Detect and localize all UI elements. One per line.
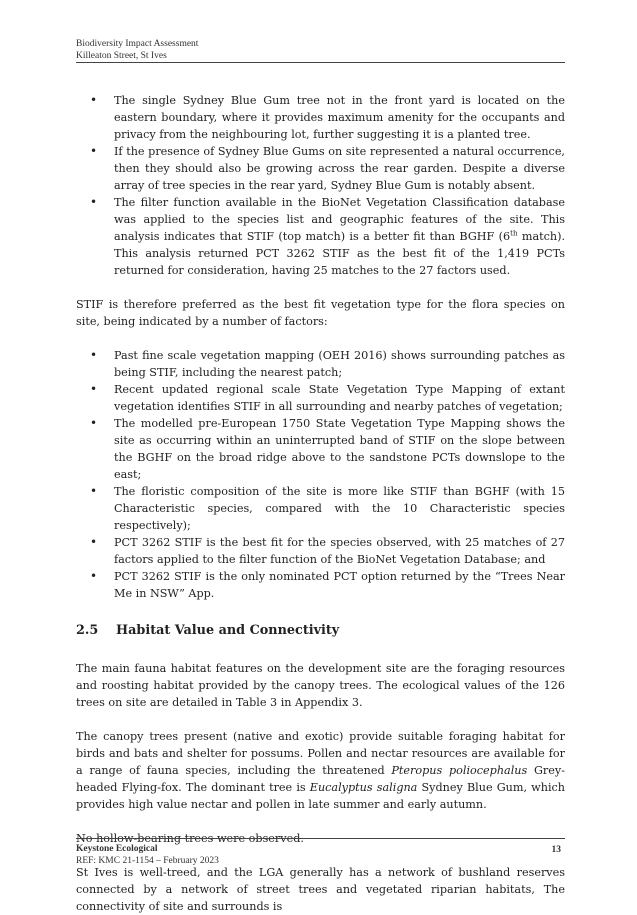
list-item: • PCT 3262 STIF is the best fit for the species observed, with 25 matches of 27 factors applied to the filter function of the BioNet Vegetation Database; and [76,534,565,568]
factors-bullet-list [76,347,565,602]
species-name-italic: Eucalyptus saligna [309,781,418,794]
text-run: Sydney Blue Gum, which provides high value nectar and pollen in late summer and early autumn. [76,781,565,811]
superscript-ordinal: th [510,229,518,238]
footer-organisation: Keystone Ecological [76,844,158,854]
bullet-text: The filter function available in the BioNet Vegetation Classification database was applied to the species list and geographic features of the site. This analysis indicates that STIF (top match) is a better fit than BGHF (6 [114,196,565,243]
header-document-title: Biodiversity Impact Assessment [76,39,199,49]
paragraph-hollow: No hollow-bearing trees were observed. [76,832,304,845]
list-item: • If the presence of Sydney Blue Gums on site represented a natural occurrence, then they should also be growing across the rear garden. Despite a diverse array of tree species in the rear yard, Sydney Blue Gum is notably absent. [76,143,565,194]
page-number: 13 [551,845,561,855]
page-footer [76,843,219,867]
list-item: • The single Sydney Blue Gum tree not in the front yard is located on the eastern boundary, where it provides maximum amenity for the occupants and privacy from the neighbouring lot, further suggesting it is a planted tree. [76,92,565,143]
section-title: Habitat Value and Connectivity [116,623,340,638]
page-header [76,38,198,62]
footer-reference: REF: KMC 21-1154 – February 2023 [76,856,219,866]
paragraph-stif-preferred: STIF is therefore preferred as the best fit vegetation type for the flora species on site, being indicated by a number of factors: [76,298,565,328]
list-item [76,194,565,279]
list-item: • PCT 3262 STIF is the only nominated PCT option returned by the “Trees Near Me in NSW” App. [76,568,565,602]
text-run: The canopy trees present (native and exotic) provide suitable foraging habitat for birds and bats and shelter for possums. Pollen and nectar resources are available for a range of fauna species, including the threatened [76,730,565,777]
section-number: 2.5 [76,623,99,638]
header-site-address: Killeaton Street, St Ives [76,51,167,61]
paragraph-st-ives: St Ives is well-treed, and the LGA generally has a network of bushland reserves connected by a network of street trees and vegetated riparian habitats, The connectivity of site and surrounds is [76,866,565,913]
evidence-bullet-list [76,92,565,279]
footer-divider [76,838,565,839]
document-body [76,92,565,915]
list-item: • The floristic composition of the site is more like STIF than BGHF (with 15 Characteristic species, compared with the 10 Characteristic species respectively); [76,483,565,534]
list-item: • Recent updated regional scale State Vegetation Type Mapping of extant vegetation identifies STIF in all surrounding and nearby patches of vegetation; [76,381,565,415]
paragraph-canopy [76,728,565,813]
bullet-text: match). This analysis returned PCT 3262 STIF as the best fit of the 1,419 PCTs returned for consideration, having 25 matches to the 27 factors used. [114,230,565,277]
paragraph-habitat: The main fauna habitat features on the development site are the foraging resources and roosting habitat provided by the canopy trees. The ecological values of the 126 trees on site are detailed in Table 3 in Appendix 3. [76,662,565,709]
species-name-italic: Pteropus poliocephalus [391,764,528,777]
text-run: Grey-headed Flying-fox. The dominant tree is [76,764,565,794]
section-heading [76,622,565,640]
list-item: • The modelled pre-European 1750 State Vegetation Type Mapping shows the site as occurring within an uninterrupted band of STIF on the slope between the BGHF on the broad ridge above to the sandstone PCTs downslope to the east; [76,415,565,483]
list-item: • Past fine scale vegetation mapping (OEH 2016) shows surrounding patches as being STIF, including the nearest patch; [76,347,565,381]
header-divider [76,62,565,63]
